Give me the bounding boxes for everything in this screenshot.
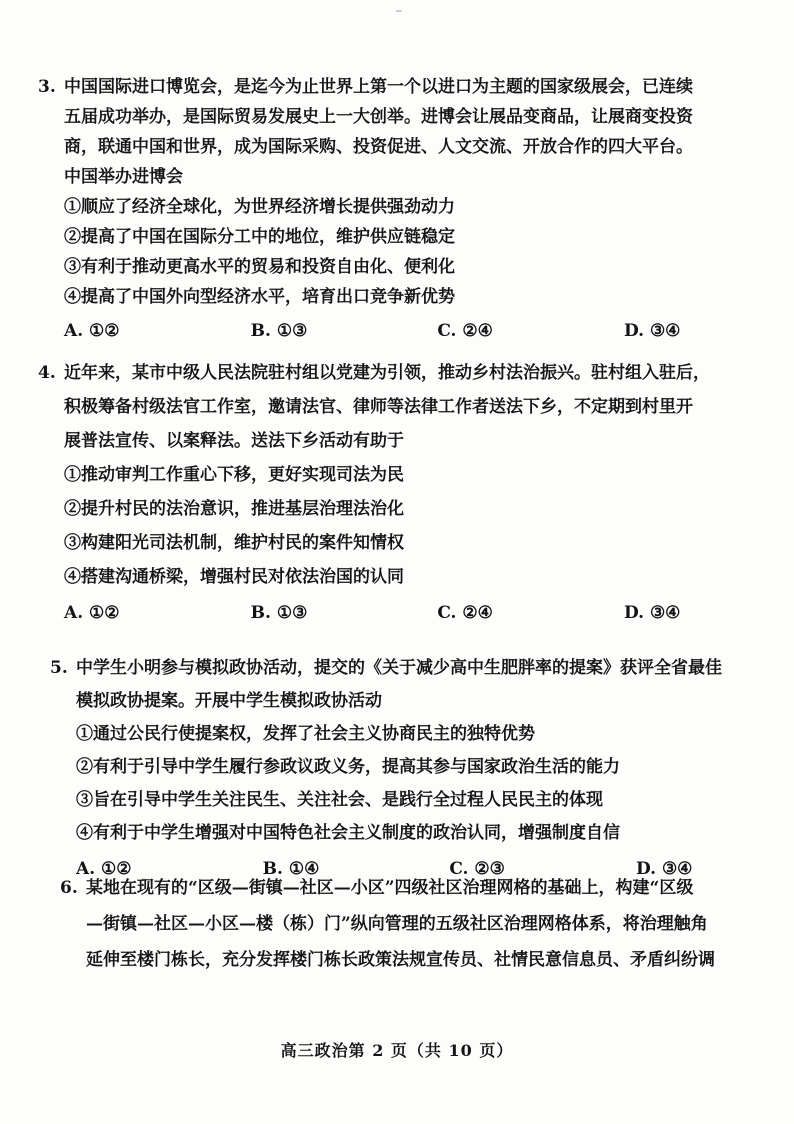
choice-b[interactable]: B. ①③ bbox=[250, 321, 308, 341]
statement-item: ④提高了中国外向型经济水平，培育出口竞争新优势 bbox=[64, 287, 455, 307]
question-number: 6. bbox=[60, 878, 78, 898]
stem-line: 积极筹备村级法官工作室，邀请法官、律师等法律工作者送法下乡，不定期到村里开 bbox=[64, 397, 693, 417]
answer-choices bbox=[64, 316, 704, 346]
choice-d[interactable]: D. ③④ bbox=[623, 603, 681, 623]
statement-item: ②提升村民的法治意识，推进基层治理法治化 bbox=[64, 499, 404, 519]
stem-line: 中国举办进博会 bbox=[64, 167, 183, 187]
question-stem bbox=[60, 870, 760, 978]
stem-line: 模拟政协提案。开展中学生模拟政协活动 bbox=[76, 691, 382, 711]
statement-item: ①推动审判工作重心下移，更好实现司法为民 bbox=[64, 465, 404, 485]
question-6 bbox=[60, 870, 760, 978]
choice-d[interactable]: D. ③④ bbox=[623, 321, 681, 341]
question-number: 3. bbox=[38, 77, 56, 97]
choice-a[interactable]: A. ①② bbox=[64, 603, 120, 623]
stem-line: —街镇—社区—小区—楼（栋）门”纵向管理的五级社区治理网格体系，将治理触角 bbox=[86, 914, 708, 934]
stem-line: 近年来，某市中级人民法院驻村组以党建为引领，推动乡村法治振兴。驻村组入驻后， bbox=[64, 363, 710, 383]
question-5 bbox=[50, 652, 750, 884]
choice-c[interactable]: C. ②③ bbox=[449, 859, 505, 879]
question-number: 4. bbox=[38, 363, 56, 383]
choice-d[interactable]: D. ③④ bbox=[635, 859, 693, 879]
answer-choices bbox=[64, 598, 704, 628]
statement-item: ③有利于推动更高水平的贸易和投资自由化、便利化 bbox=[64, 257, 455, 277]
statement-item: ③旨在引导中学生关注民生、关注社会、是践行全过程人民民主的体现 bbox=[76, 790, 603, 810]
stem-line: 某地在现有的“区级—街镇—社区—小区”四级社区治理网格的基础上，构建“区级 bbox=[86, 878, 694, 898]
question-stem bbox=[38, 356, 738, 458]
question-4 bbox=[38, 356, 738, 628]
scan-smudge bbox=[396, 10, 402, 12]
stem-line: 延伸至楼门栋长，充分发挥楼门栋长政策法规宣传员、社情民意信息员、矛盾纠纷调 bbox=[86, 950, 715, 970]
choice-c[interactable]: C. ②④ bbox=[437, 603, 493, 623]
statement-item: ③构建阳光司法机制，维护村民的案件知情权 bbox=[64, 533, 404, 553]
statement-item: ④有利于中学生增强对中国特色社会主义制度的政治认同，增强制度自信 bbox=[76, 823, 620, 843]
statement-item: ②提高了中国在国际分工中的地位，维护供应链稳定 bbox=[64, 227, 455, 247]
stem-line: 商，联通中国和世界，成为国际采购、投资促进、人文交流、开放合作的四大平台。 bbox=[64, 137, 693, 157]
choice-b[interactable]: B. ①③ bbox=[250, 603, 308, 623]
statement-item: ①顺应了经济全球化，为世界经济增长提供强劲动力 bbox=[64, 197, 455, 217]
statement-list bbox=[50, 718, 750, 884]
stem-line: 五届成功举办，是国际贸易发展史上一大创举。进博会让展品变商品，让展商变投资 bbox=[64, 107, 693, 127]
choice-b[interactable]: B. ①④ bbox=[262, 859, 320, 879]
question-3 bbox=[38, 72, 738, 346]
page-footer: 高三政治第 2 页（共 10 页） bbox=[280, 1041, 514, 1060]
statement-list bbox=[38, 458, 738, 628]
statement-item: ①通过公民行使提案权，发挥了社会主义协商民主的独特优势 bbox=[76, 724, 535, 744]
stem-line: 展普法宣传、以案释法。送法下乡活动有助于 bbox=[64, 431, 404, 451]
question-stem bbox=[50, 652, 750, 718]
statement-item: ④搭建沟通桥梁，增强村民对依法治国的认同 bbox=[64, 567, 404, 587]
stem-line: 中学生小明参与模拟政协活动，提交的《关于减少高中生肥胖率的提案》获评全省最佳 bbox=[76, 658, 722, 678]
choice-a[interactable]: A. ①② bbox=[76, 859, 132, 879]
choice-c[interactable]: C. ②④ bbox=[437, 321, 493, 341]
statement-list bbox=[38, 192, 738, 346]
question-number: 5. bbox=[50, 658, 68, 678]
stem-line: 中国国际进口博览会，是迄今为止世界上第一个以进口为主题的国家级展会，已连续 bbox=[64, 77, 693, 97]
question-stem bbox=[38, 72, 738, 192]
statement-item: ②有利于引导中学生履行参政议政义务，提高其参与国家政治生活的能力 bbox=[76, 757, 620, 777]
choice-a[interactable]: A. ①② bbox=[64, 321, 120, 341]
